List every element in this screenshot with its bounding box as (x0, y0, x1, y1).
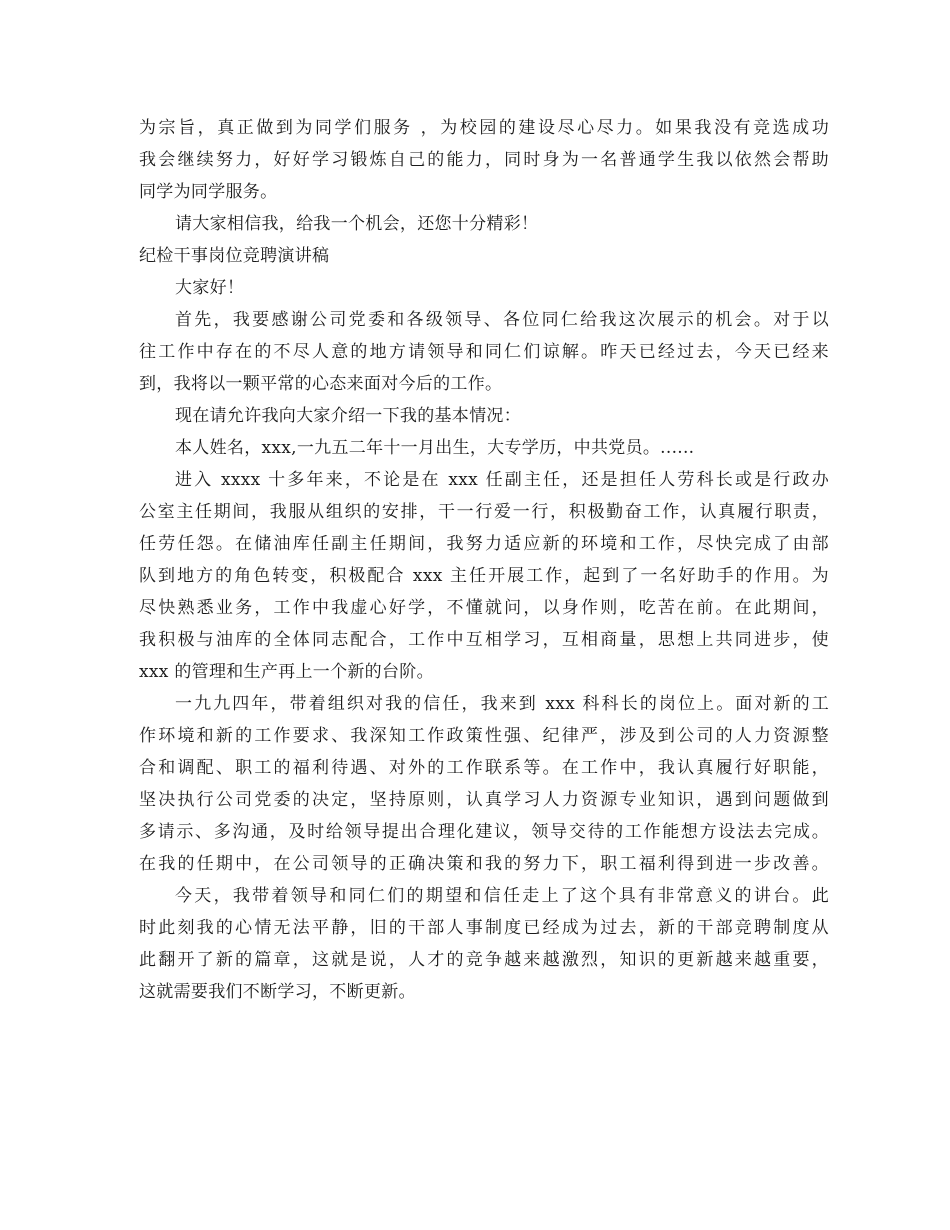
text-line: 同学为同学服务。 (139, 182, 278, 202)
text-line: 现在请允许我向大家介绍一下我的基本情况： (175, 406, 521, 426)
closing-appeal: 请大家相信我，给我一个机会，还您十分精彩！ (175, 214, 539, 234)
text-line: 我会继续努力，好好学习锻炼自己的能力，同时身为一名普通学生我以依然会帮助 (139, 150, 829, 170)
document-body (139, 112, 829, 1008)
text-line: 合和调配、职工的福利待遇、对外的工作联系等。在工作中，我认真履行好职能， (139, 758, 829, 778)
text-line: 往工作中存在的不尽人意的地方请领导和同仁们谅解。昨天已经过去，今天已经来 (139, 342, 829, 362)
text-line: 一九九四年，带着组织对我的信任，我来到 xxx 科科长的岗位上。面对新的工 (175, 694, 829, 714)
text-line: 我积极与油库的全体同志配合，工作中互相学习，互相商量，思想上共同进步，使 (139, 630, 829, 650)
text-line: 坚决执行公司党委的决定，坚持原则，认真学习人力资源专业知识，遇到问题做到 (139, 790, 829, 810)
text-line: 首先，我要感谢公司党委和各级领导、各位同仁给我这次展示的机会。对于以 (175, 310, 829, 330)
text-line: 此翻开了新的篇章，这就是说，人才的竞争越来越激烈，知识的更新越来越重要， (139, 950, 829, 970)
text-line: 到，我将以一颗平常的心态来面对今后的工作。 (139, 374, 503, 394)
text-line: 多请示、多沟通，及时给领导提出合理化建议，领导交待的工作能想方设法去完成。 (139, 822, 829, 842)
text-line: 任劳任怨。在储油库任副主任期间，我努力适应新的环境和工作，尽快完成了由部 (139, 534, 829, 554)
text-line: 进入 xxxx 十多年来，不论是在 xxx 任副主任，还是担任人劳科长或是行政办 (175, 470, 829, 490)
text-line: 为宗旨，真正做到为同学们服务 ，为校园的建设尽心尽力。如果我没有竞选成功 (139, 118, 829, 138)
text-line: 队到地方的角色转变，积极配合 xxx 主任开展工作，起到了一名好助手的作用。为 (139, 566, 829, 586)
greeting: 大家好！ (175, 278, 245, 298)
text-line: 尽快熟悉业务，工作中我虚心好学，不懂就问，以身作则，吃苦在前。在此期间， (139, 598, 829, 618)
section-title: 纪检干事岗位竞聘演讲稿 (139, 246, 330, 266)
text-line: 公室主任期间，我服从组织的安排，干一行爱一行，积极勤奋工作，认真履行职责， (139, 502, 829, 522)
text-line: xxx 的管理和生产再上一个新的台阶。 (139, 662, 434, 682)
text-line: 这就需要我们不断学习，不断更新。 (139, 982, 416, 1002)
text-line: 时此刻我的心情无法平静，旧的干部人事制度已经成为过去，新的干部竞聘制度从 (139, 918, 829, 938)
text-line: 本人姓名，xxx,一九五二年十一月出生，大专学历，中共党员。...... (175, 438, 695, 458)
text-line: 今天，我带着领导和同仁们的期望和信任走上了这个具有非常意义的讲台。此 (175, 886, 829, 906)
text-line: 作环境和新的工作要求、我深知工作政策性强、纪律严，涉及到公司的人力资源整 (139, 726, 829, 746)
text-line: 在我的任期中，在公司领导的正确决策和我的努力下，职工福利得到进一步改善。 (139, 854, 829, 874)
